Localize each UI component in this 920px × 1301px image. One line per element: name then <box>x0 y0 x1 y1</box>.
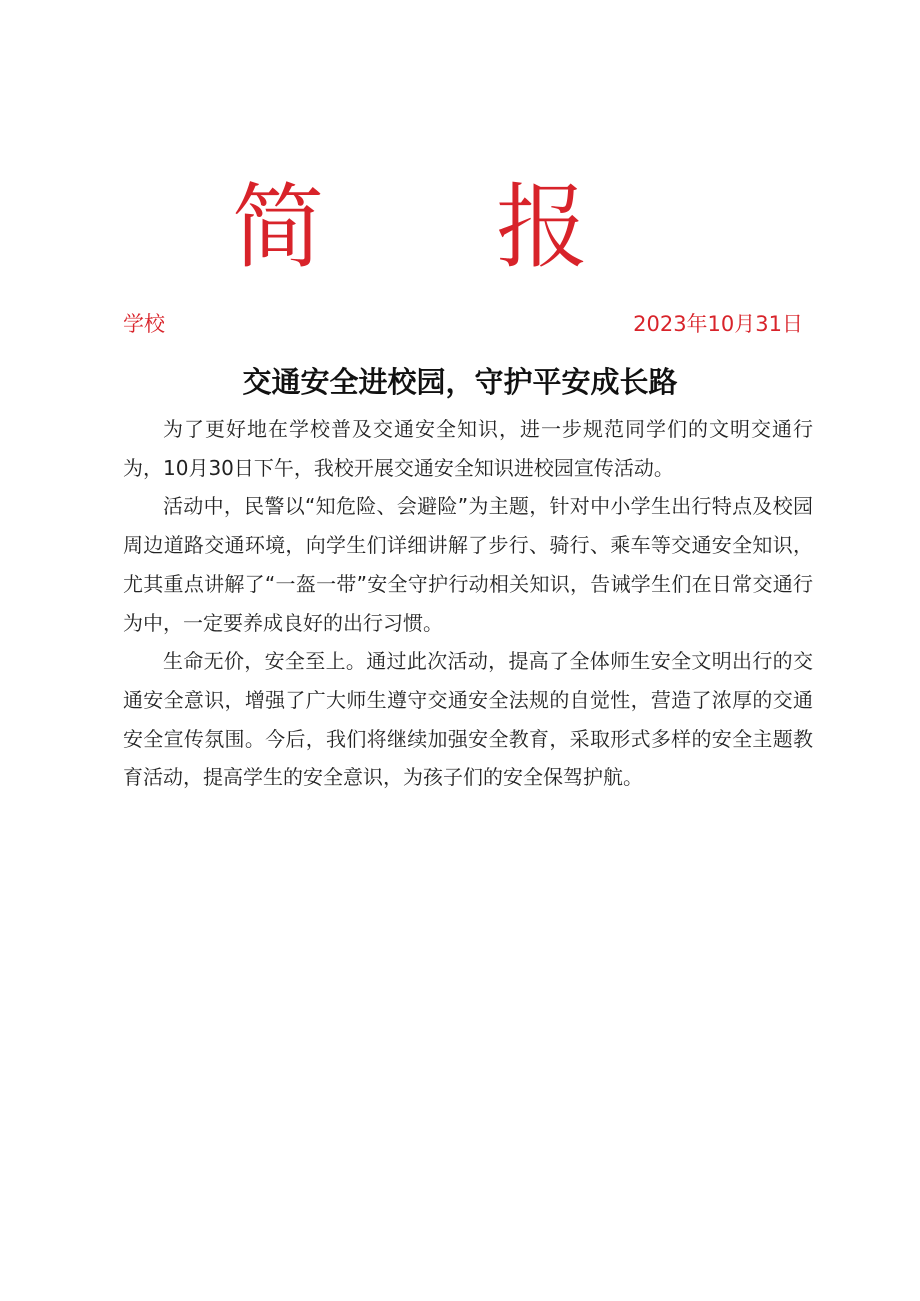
masthead <box>0 174 920 288</box>
paragraph-1: 为了更好地在学校普及交通安全知识，进一步规范同学们的文明交通行为，10月30日下午，我校开展交通安全知识进校园宣传活动。 <box>123 417 813 480</box>
paragraph-2: 活动中，民警以“知危险、会避险”为主题，针对中小学生出行特点及校园周边道路交通环境，向学生们详细讲解了步行、骑行、乘车等交通安全知识，尤其重点讲解了“一盔一带”安全守护行动相关知识，告诫学生们在日常交通行为中，一定要养成良好的出行习惯。 <box>123 494 813 635</box>
masthead-char-jian: 简 <box>232 174 325 281</box>
issue-date: 2023年10月31日 <box>633 312 803 336</box>
article-body <box>123 410 813 797</box>
issuer-label: 学校 <box>123 312 165 336</box>
issue-meta <box>123 309 803 339</box>
article-title: 交通安全进校园，守护平安成长路 <box>242 365 678 399</box>
paragraph-3: 生命无价，安全至上。通过此次活动，提高了全体师生安全文明出行的交通安全意识，增强了广大师生遵守交通安全法规的自觉性，营造了浓厚的交通安全宣传氛围。今后，我们将继续加强安全教育，采取形式多样的安全主题教育活动，提高学生的安全意识，为孩子们的安全保驾护航。 <box>123 649 813 790</box>
masthead-char-bao: 报 <box>496 174 589 281</box>
